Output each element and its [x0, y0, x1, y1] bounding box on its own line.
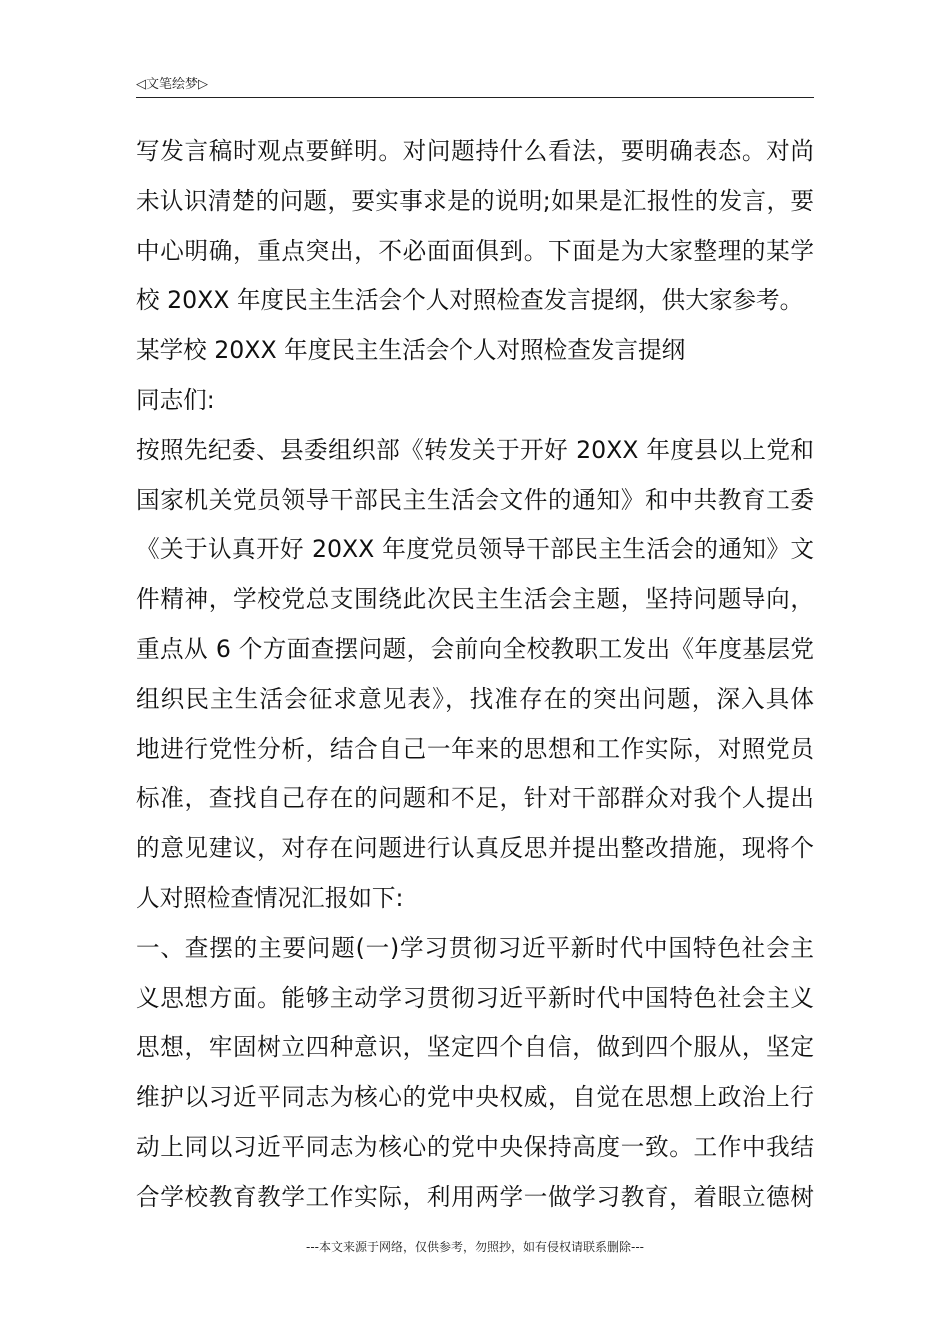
- body-line: 中心明确，重点突出，不必面面俱到。下面是为大家整理的某学: [136, 236, 814, 265]
- body-line: 一、查摆的主要问题(一)学习贯彻习近平新时代中国特色社会主: [136, 933, 814, 962]
- salutation-line: 同志们:: [136, 385, 215, 414]
- page-header: [136, 72, 814, 98]
- document-body: [136, 127, 814, 1223]
- body-line: 写发言稿时观点要鲜明。对问题持什么看法，要明确表态。对尚: [136, 137, 814, 165]
- body-line: 校 20XX 年度民主生活会个人对照检查发言提纲，供大家参考。: [136, 286, 804, 315]
- body-line: 重点从 6 个方面查摆问题，会前向全校教职工发出《年度基层党: [136, 634, 814, 663]
- body-line: 维护以习近平同志为核心的党中央权威，自觉在思想上政治上行: [136, 1083, 814, 1112]
- body-line: 未认识清楚的问题，要实事求是的说明;如果是汇报性的发言，要: [136, 186, 814, 215]
- body-line: 人对照检查情况汇报如下:: [136, 883, 404, 912]
- body-line: 组织民主生活会征求意见表》，找准存在的突出问题，深入具体: [136, 684, 814, 713]
- body-line: 动上同以习近平同志为核心的党中央保持高度一致。工作中我结: [136, 1132, 814, 1161]
- body-line: 思想，牢固树立四种意识，坚定四个自信，做到四个服从，坚定: [136, 1033, 814, 1062]
- page-footer: ---本文来源于网络，仅供参考，勿照抄，如有侵权请联系删除---: [306, 1240, 644, 1254]
- body-line: 地进行党性分析，结合自己一年来的思想和工作实际，对照党员: [136, 734, 814, 763]
- body-line: 按照先纪委、县委组织部《转发关于开好 20XX 年度县以上党和: [136, 435, 814, 464]
- body-line: 《关于认真开好 20XX 年度党员领导干部民主生活会的通知》文: [136, 535, 814, 564]
- header-title: ◁文笔绘梦▷: [136, 77, 208, 92]
- document-title-line: 某学校 20XX 年度民主生活会个人对照检查发言提纲: [136, 336, 686, 365]
- body-line: 标准，查找自己存在的问题和不足，针对干部群众对我个人提出: [136, 784, 814, 813]
- header-divider: [136, 97, 814, 98]
- body-line: 件精神，学校党总支围绕此次民主生活会主题，坚持问题导向，: [136, 585, 814, 614]
- body-line: 义思想方面。能够主动学习贯彻习近平新时代中国特色社会主义: [136, 983, 814, 1012]
- body-line: 的意见建议，对存在问题进行认真反思并提出整改措施，现将个: [136, 834, 814, 863]
- body-line: 合学校教育教学工作实际，利用两学一做学习教育，着眼立德树: [136, 1182, 814, 1211]
- body-line: 国家机关党员领导干部民主生活会文件的通知》和中共教育工委: [136, 485, 814, 514]
